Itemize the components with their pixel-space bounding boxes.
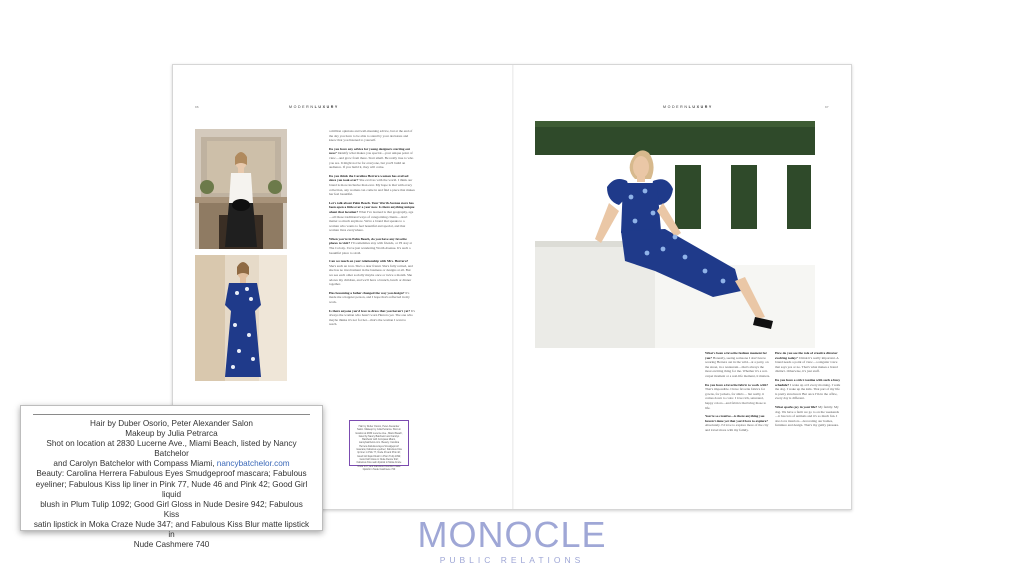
interview-question: What sparks joy in your life? [775,404,819,409]
article-paragraph [329,201,415,233]
interview-question: Do you have a favorite fabric to work with? [705,382,769,387]
interview-question: Is there anyone you'd love to dress that you haven't yet? [329,308,411,313]
photo-woman-seated-blue-dress [535,121,815,348]
left-folio: 96 [195,105,199,109]
photo-woman-fireplace [195,129,287,249]
article-paragraph [329,237,415,255]
right-article-column-b [775,351,841,432]
logo-tagline: PUBLIC RELATIONS [439,555,585,565]
article-paragraph [329,291,415,305]
masthead-light: MODERN [663,105,689,109]
interview-answer: a million opinions and well-meaning advice, but at the end of the day you have to be able to stand by your decisions and know that you listened to yourself. [329,129,413,143]
article-paragraph [775,378,841,401]
article-paragraph [329,259,415,287]
nancybatchelor-link[interactable]: nancybatchelor.com [216,459,290,469]
masthead-bold: LUXURY [314,105,339,109]
callout-line: Beauty: Carolina Herrera Fabulous Eyes Smudgeproof mascara; Fabulous [36,469,307,479]
interview-answer: Identify what makes you special—your unique point of view—and grow from there. Start small. Be really true to who you are. It might not be for everyone, but you'll build an audience. If you build it, they will come. [329,151,414,170]
logo-wordmark: MONOCLE [417,514,607,555]
monocle-logo [404,516,620,566]
interview-question: Can we touch on your relationship with Mrs. Herrera? [329,259,409,264]
callout-line: Makeup by Julia Petrarca [125,429,218,439]
photo-woman-fireplace-art [195,129,287,249]
article-paragraph [705,414,771,432]
left-masthead [289,105,339,109]
interview-answer: What I've learned is that geography, age—all those traditional ways of categorizing clients—don't matter so much anymore. We're a brand that speaks to a woman who wants to feel beautiful and special, and that woman lives everywhere. [329,209,414,233]
interview-answer: It's always the woman who hasn't worn Herrera yet. The one who maybe thinks it's not for her—that's the woman I want to reach. [329,308,415,327]
interview-question: How do you see the role of creative director evolving today? [775,351,838,360]
interview-question: When you're in Palm Beach, do you have any favorite places to visit? [329,236,407,246]
right-masthead [663,105,713,109]
interview-answer: Absolutely. I'd love to explore more of the city and travel more with my family. [705,423,769,432]
article-paragraph [705,351,771,379]
article-paragraph [705,383,771,411]
interview-answer: I think it's really important. A brand needs a point of view—a singular voice that says yes or no. That's what makes a brand distinct. Otherwise, it's just stuff. [775,355,839,374]
masthead-bold: LUXURY [688,105,713,109]
callout-top-rule [33,414,310,415]
callout-line: Nude Cashmere 740 [133,540,210,550]
left-article-column [329,129,415,331]
right-article-column-a [705,351,771,437]
article-paragraph [775,405,841,428]
photo-woman-blue-dress-art [195,255,287,381]
interview-answer: My family. My dog. We have a farm we go to on the weekends—it has lots of animals and it's so much fun. I also love interiors—decorating our homes, furniture and design. That's my guilty pleasure. [775,404,840,428]
article-paragraph [329,129,415,143]
interview-answer: That's impossible. I have favorite fabrics for gowns, for jackets, for shirts… but really, it comes down to color. I love rich, saturated, happy colors—and fabrics that bring those to life. [705,387,767,410]
interview-answer: It's made me a happier person, and I hope that's reflected in my work. [329,290,410,304]
photo-woman-blue-dress [195,255,287,381]
interview-question: Do you have a strict routine with such a busy schedule? [775,377,841,387]
right-page [513,65,853,509]
interview-question: Do you think the Carolina Herrera woman has evolved since you took over? [329,173,409,183]
article-paragraph [329,174,415,197]
photo-credits-text: Hair by Duber Osorio, Peter Alexander Salon. Makeup by Julia Petrarca. Shot on location at 2830 Lucerne Ave., Miami Beach, listed by Nancy Batchelor and Carolyn Batchelor with Compass Miami, nancybatchelor.com. Beauty: Carolina Herrera Fabulous Eyes Smudgeproof mascara; Fabulous eyeliner; Fabulous Kiss lip liner in Pink 77, Nude 46 and Pink 42; Good Girl liquid blush in Plum Tulip 1092; Good Girl Gloss in Nude Desire 942; Fabulous Kiss satin lipstick in Moka Craze Nude 347; and Fabulous Kiss Blur matte lipstick in Nude Cashmere 740 [355,425,403,471]
interview-question: Let's talk about Palm Beach. Your Worth Avenue store has been open a little over a year now. Is there anything unique about that location? [329,200,415,214]
callout-line: Shot on location at 2830 Lucerne Ave., Miami Beach, listed by Nancy Batchelor [46,439,297,459]
callout-line: satin lipstick in Moka Craze Nude 347; and Fabulous Kiss Blur matte lipstick in [33,519,310,540]
article-paragraph [329,309,415,327]
photo-woman-seated-art [535,121,815,348]
article-paragraph [329,147,415,170]
callout-line: blush in Plum Tulip 1092; Good Girl Gloss in Nude Desire 942; Fabulous Kiss [40,499,303,519]
interview-answer: Honestly, seeing someone I don't know wearing Herrera out in the wild—at a party, on the street, in a restaurant—that's always the most exciting thing for me. Whether it's a red-carpet moment or a real-life moment, it matters. [705,355,771,378]
interview-answer: I wake up at 6 every morning. I walk the dog. I wake up the kids. That part of my life is pretty structured. But once I'm in the office, every day is different. [775,382,841,401]
right-folio: 97 [825,105,829,109]
credits-callout-zoom [20,405,323,550]
interview-question: Do you have any advice for young designers starting out now? [329,146,411,156]
interview-question: What's been a favorite fashion moment for you? [705,351,767,360]
interview-answer: She's such an icon. She's a dear friend. She's fully retired, and she has no involvement in the business or designs at all. But we see each other socially maybe once or twice a month. She adores my children, and we'll have a brunch, lunch or dinner together. [329,263,413,287]
masthead-light: MODERN [289,105,315,109]
photo-credits-highlight [349,420,409,471]
interview-answer: I'll sometimes stay with friends, or I'll stay at The Colony. I love just wandering Worth Avenue. It's such a beautiful place to stroll. [329,241,412,255]
callout-line: and Carolyn Batchelor with Compass Miami, [53,459,217,469]
callout-line: eyeliner; Fabulous Kiss lip liner in Pink 77, Nude 46 and Pink 42; Good Girl liquid [35,479,308,499]
callout-text [33,419,310,550]
callout-line: Hair by Duber Osorio, Peter Alexander Salon [90,419,253,428]
interview-question: You're so creative—is there anything you haven't done yet that you'd love to explore? [705,414,768,423]
callout-line-with-link [33,459,310,469]
interview-question: Has becoming a father changed the way you design? [329,290,406,295]
interview-answer: She evolves with the world. I think our brand is more inclusive than ever. My hope is that with every collection, any woman can come in and find a piece that makes her feel beautiful. [329,178,415,197]
article-paragraph [775,351,841,374]
